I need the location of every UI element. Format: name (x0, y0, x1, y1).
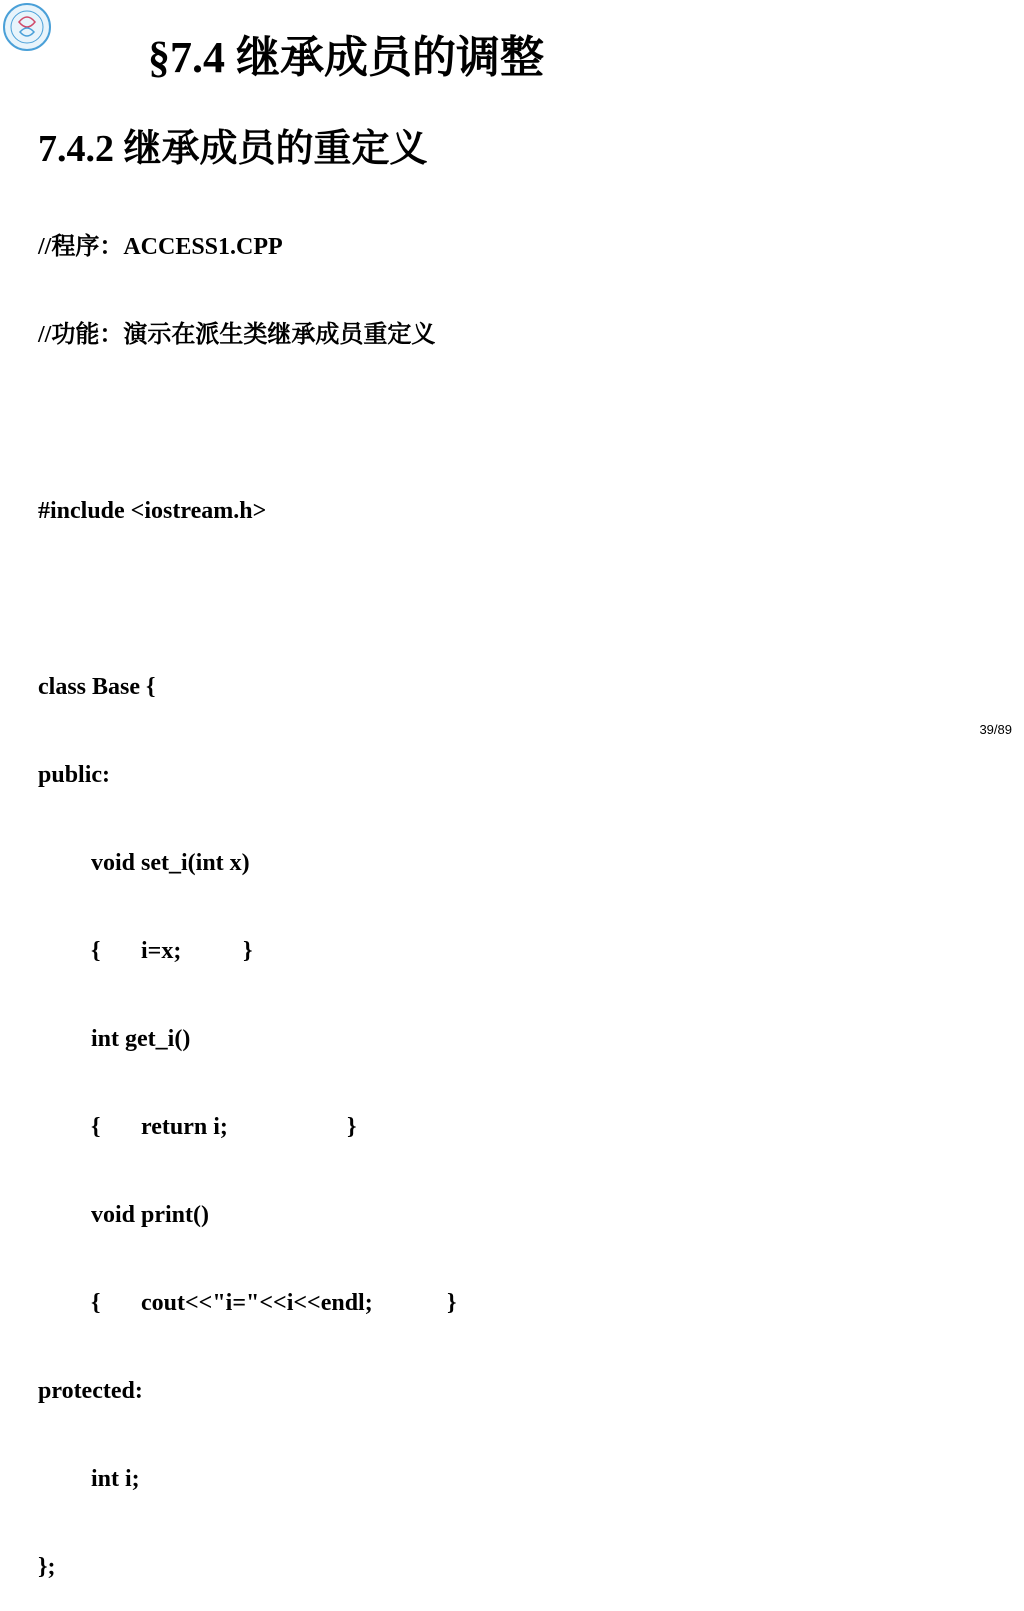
blank-line (38, 406, 938, 440)
set-i-body: i=x; (141, 938, 182, 964)
print-signature: void print() (91, 1202, 210, 1228)
brace-close: } (447, 1290, 457, 1316)
get-i-signature: int get_i() (91, 1026, 191, 1052)
blank-line (38, 582, 938, 616)
brace-close: } (347, 1114, 357, 1140)
page-number: 39/89 (979, 722, 1012, 737)
member-declaration: int i; (91, 1466, 140, 1492)
university-seal-icon (2, 2, 52, 52)
get-i-body: return i; (141, 1114, 228, 1140)
public-label: public: (38, 762, 111, 788)
set-i-signature: void set_i(int x) (91, 850, 250, 876)
protected-label: protected: (38, 1378, 143, 1404)
print-body: cout<<"i="<<i<<endl; (141, 1290, 373, 1316)
comment-program: //程序：ACCESS1.CPP (38, 234, 283, 260)
class-close-line: }; (38, 1554, 56, 1580)
section-subtitle: 7.4.2 继承成员的重定义 (38, 128, 428, 170)
class-open-line: class Base { (38, 674, 156, 700)
set-i-body-line (38, 934, 938, 968)
comment-function: //功能：演示在派生类继承成员重定义 (38, 322, 436, 348)
brace-open: { (91, 938, 101, 964)
brace-open: { (91, 1114, 101, 1140)
brace-close: } (243, 938, 253, 964)
code-block (38, 176, 938, 1611)
page-title: §7.4 继承成员的调整 (148, 33, 544, 82)
print-body-line (38, 1286, 938, 1320)
brace-open: { (91, 1290, 101, 1316)
get-i-body-line (38, 1110, 938, 1144)
include-line: #include <iostream.h> (38, 498, 267, 524)
